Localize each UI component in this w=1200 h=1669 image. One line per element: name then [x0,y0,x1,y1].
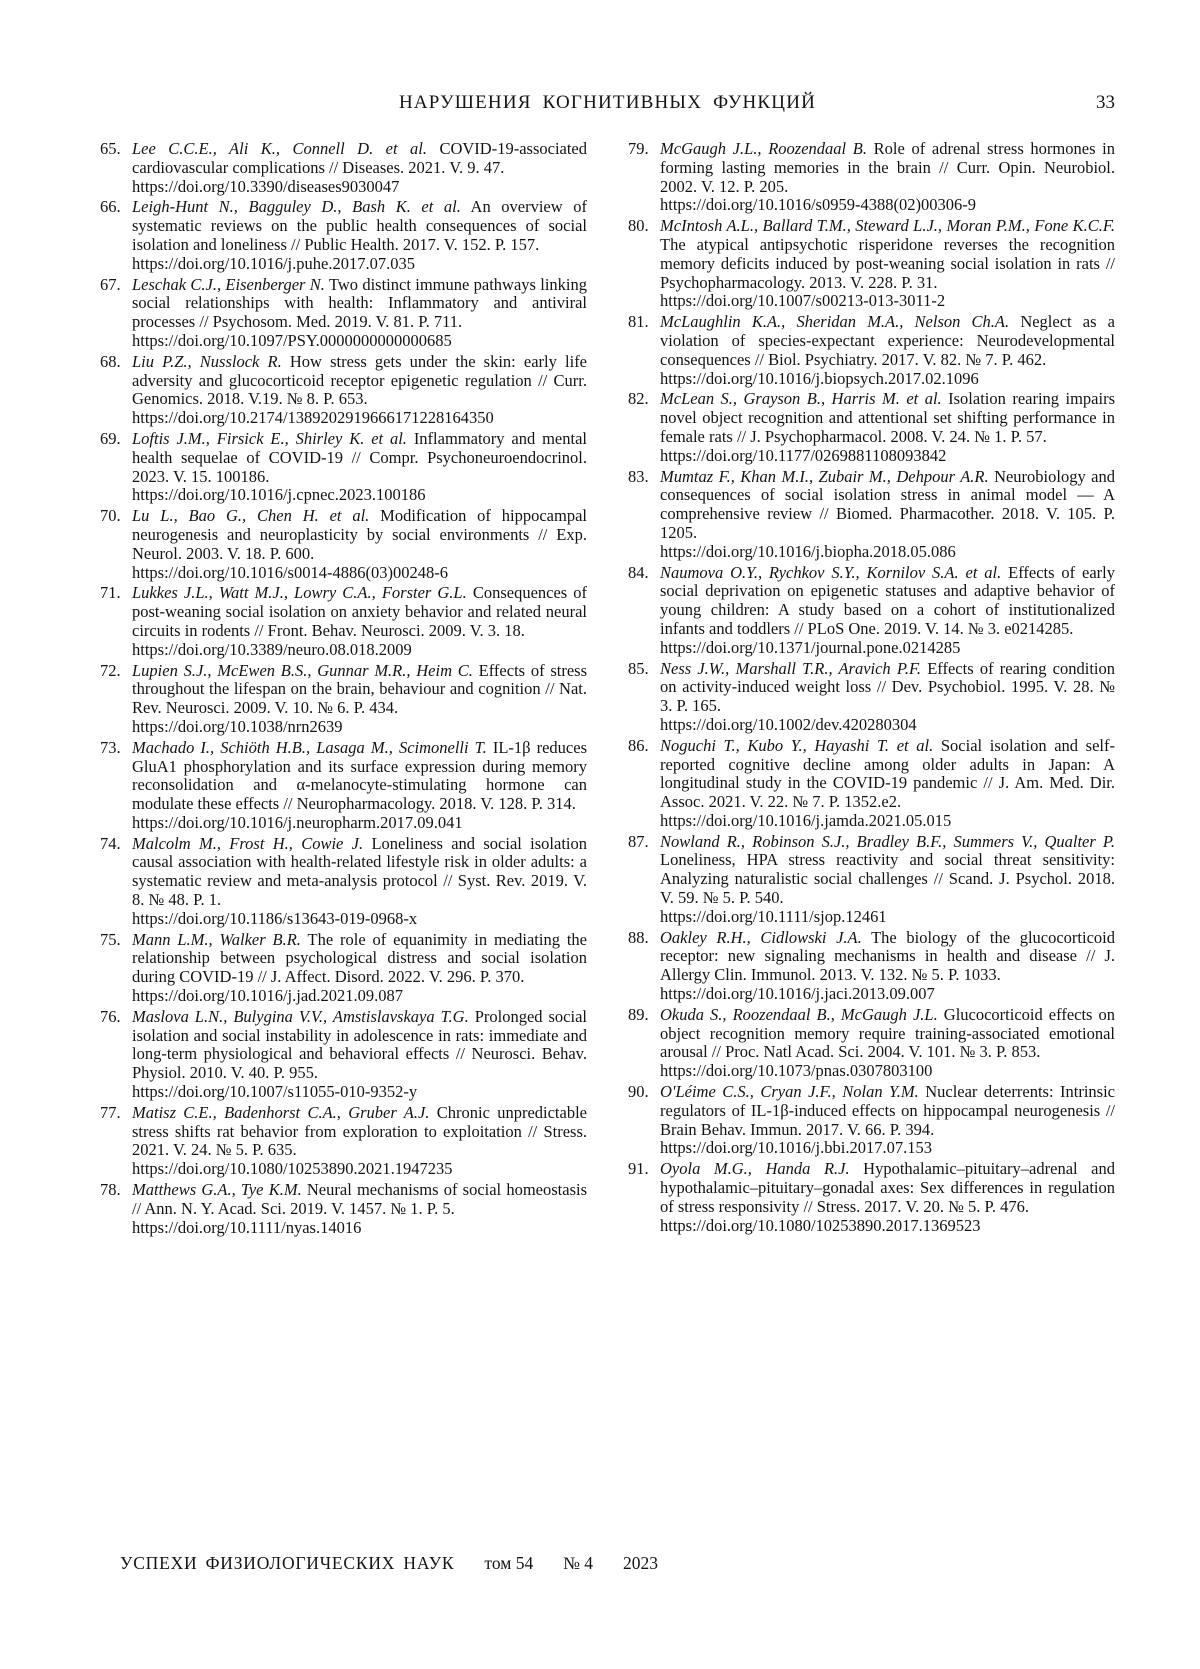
reference-title-source: COVID-19-associated cardiovascular complications // Diseases. 2021. V. 9. 47. [132,139,588,177]
doi-link[interactable]: https://doi.org/10.1080/10253890.2017.1369523 [660,1215,981,1235]
reference-title-source: How stress gets under the skin: early life adversity and glucocorticoid receptor epigenetic regulation // Curr. Genomics. 2018. V.19. № 8. P. 653. [132,351,588,409]
reference-authors: McLaughlin K.A., Sheridan M.A., Nelson Ch.A. [660,312,1010,332]
reference-body [132,353,587,428]
reference-authors: Mumtaz F., Khan M.I., Zubair M., Dehpour A.R. [660,466,989,486]
reference-item [628,390,1115,465]
reference-authors: Lu L., Bao G., Chen H. et al. [132,506,370,526]
reference-item [628,1160,1115,1235]
reference-title-source: Two distinct immune pathways linking social relationships with health: Inflammatory and antiviral processes // Psychosom. Med. 2019. V. 81. P. 711. [132,274,588,332]
reference-authors: Oyola M.G., Handa R.J. [660,1159,850,1179]
reference-body [660,737,1115,831]
reference-body [660,564,1115,658]
reference-authors: O'Léime C.S., Cryan J.F., Nolan Y.M. [660,1082,919,1102]
reference-body [132,1008,587,1102]
reference-body [660,1083,1115,1158]
reference-item [100,198,587,273]
reference-item [100,1008,587,1102]
reference-item [100,1104,587,1179]
reference-number: 77. [100,1102,121,1122]
footer-journal-title: УСПЕХИ ФИЗИОЛОГИЧЕСКИХ НАУК [120,1553,455,1573]
reference-number: 81. [628,312,649,332]
reference-title-source: The atypical antipsychotic risperidone reverses the recognition memory deficits induced by post-weaning social isolation in rats // Psychopharmacology. 2013. V. 228. P. 31. [660,234,1115,292]
reference-number: 73. [100,737,121,757]
doi-link[interactable]: https://doi.org/10.1186/s13643-019-0968-x [132,908,418,928]
doi-link[interactable]: https://doi.org/10.1016/j.jad.2021.09.087 [132,986,404,1006]
reference-item [100,507,587,582]
reference-authors: McGaugh J.L., Roozendaal B. [660,139,867,158]
reference-body [660,217,1115,311]
reference-body [132,1104,587,1179]
reference-authors: Naumova O.Y., Rychkov S.Y., Kornilov S.A. et al. [660,562,1002,582]
reference-item [628,564,1115,658]
reference-title-source: Hypothalamic–pituitary–adrenal and hypothalamic–pituitary–gonadal axes: Sex differences in regulation of stress responsivity // Stress. 2017. V. 20. № 5. P. 476. [660,1159,1115,1216]
reference-title-source: Nuclear deterrents: Intrinsic regulators of IL-1β-induced effects on hippocampal neurogenesis // Brain Behav. Immun. 2017. V. 66. P. 394. [660,1082,1116,1139]
doi-link[interactable]: https://doi.org/10.3390/diseases9030047 [132,176,400,196]
footer-year: 2023 [623,1553,659,1573]
reference-number: 68. [100,351,121,371]
doi-link[interactable]: https://doi.org/10.1111/nyas.14016 [132,1217,362,1237]
footer-issue: № 4 [563,1553,594,1573]
reference-item [100,739,587,833]
reference-authors: Leigh-Hunt N., Bagguley D., Bash K. et al. [132,197,461,217]
reference-title-source: Neural mechanisms of social homeostasis // Ann. N. Y. Acad. Sci. 2019. V. 1457. № 1. P. 5. [132,1180,587,1218]
reference-item [628,1006,1115,1081]
reference-authors: Okuda S., Roozendaal B., McGaugh J.L. [660,1004,938,1024]
reference-body [132,140,587,196]
reference-body [132,1181,587,1237]
running-head [100,92,1115,116]
reference-number: 71. [100,583,121,603]
reference-title-source: Modification of hippocampal neurogenesis and neuroplasticity by social environments // Exp. Neurol. 2003. V. 18. P. 600. [132,506,587,563]
reference-title-source: Loneliness and social isolation causal association with health-related lifestyle risk in older adults: a systematic review and meta-analysis protocol // Syst. Rev. 2019. V. 8. № 48. P. 1. [132,833,587,910]
reference-title-source: Glucocorticoid effects on object recognition memory require training-associated emotional arousal // Proc. Natl Acad. Sci. 2004. V. 101. № 3. P. 853. [660,1004,1116,1062]
reference-authors: Matisz C.E., Badenhorst C.A., Gruber A.J. [132,1102,430,1122]
reference-number: 67. [100,274,121,294]
reference-number: 74. [100,833,121,853]
doi-link[interactable]: https://doi.org/10.1016/j.puhe.2017.07.035 [132,253,415,273]
doi-link[interactable]: https://doi.org/10.1016/j.jamda.2021.05.015 [660,810,952,830]
reference-item [100,430,587,505]
reference-title-source: Isolation rearing impairs novel object recognition and attentional set shifting performance in female rats // J. Psychopharmacol. 2008. V. 24. № 1. P. 57. [660,389,1116,446]
reference-title-source: The biology of the glucocorticoid receptor: new signaling mechanisms in health and disease // J. Allergy Clin. Immunol. 2013. V. 132. № 5. P. 1033. [660,927,1115,985]
reference-title-source: Role of adrenal stress hormones in forming lasting memories in the brain // Curr. Opin. Neurobiol. 2002. V. 12. P. 205. [660,139,1115,196]
reference-title-source: Neurobiology and consequences of social isolation stress in animal model — A comprehensive review // Biomed. Pharmacother. 2018. V. 105. P. 1205. [660,466,1115,542]
reference-title-source: Consequences of post-weaning social isolation on anxiety behavior and related neural circuits in rodents // Front. Behav. Neurosci. 2009. V. 3. 18. [132,583,588,640]
reference-title-source: IL-1β reduces GluA1 phosphorylation and its surface expression during memory reconsolidation and α-melanocyte-stimulating hormone can modulate these effects // Neuropharmacology. 2018. V. 128. P. 314. [132,737,587,814]
reference-body [660,140,1115,215]
reference-number: 69. [100,428,121,448]
reference-authors: Maslova L.N., Bulygina V.V., Amstislavskaya T.G. [132,1006,469,1026]
doi-link[interactable]: https://doi.org/10.1016/j.biopsych.2017.02.1096 [660,368,979,388]
doi-link[interactable]: https://doi.org/10.2174/1389202919666171228164350 [132,408,494,428]
doi-link[interactable]: https://doi.org/10.1097/PSY.0000000000000685 [132,330,452,350]
reference-authors: Mann L.M., Walker B.R. [132,929,301,949]
journal-footer [120,1553,658,1574]
doi-link[interactable]: https://doi.org/10.1111/sjop.12461 [660,906,887,926]
doi-link[interactable]: https://doi.org/10.1016/s0014-4886(03)00248-6 [132,562,448,582]
doi-link[interactable]: https://doi.org/10.1002/dev.420280304 [660,714,917,734]
reference-body [132,584,587,659]
reference-authors: Lupien S.J., McEwen B.S., Gunnar M.R., Heim C. [132,660,473,680]
reference-number: 66. [100,197,121,217]
reference-item [628,929,1115,1004]
reference-authors: McIntosh A.L., Ballard T.M., Steward L.J., Moran P.M., Fone K.C.F. [660,216,1115,236]
reference-number: 85. [628,658,649,678]
reference-body [132,430,587,505]
doi-link[interactable]: https://doi.org/10.1016/s0959-4388(02)00306-9 [660,195,976,215]
reference-number: 84. [628,562,649,582]
reference-title-source: Prolonged social isolation and social instability in adolescence in rats: immediate and long-term physiological and behavioral effects // Neurosci. Behav. Physiol. 2010. V. 40. P. 955. [132,1006,587,1083]
reference-authors: Liu P.Z., Nusslock R. [132,351,282,371]
reference-body [132,739,587,833]
reference-authors: McLean S., Grayson B., Harris M. et al. [660,389,942,409]
reference-body [660,390,1115,465]
reference-title-source: Neglect as a violation of species-expectant experience: Neurodevelopmental consequences // Biol. Psychiatry. 2017. V. 82. № 7. P. 462. [660,312,1116,369]
doi-link[interactable]: https://doi.org/10.1007/s00213-013-3011-2 [660,291,946,311]
reference-number: 80. [628,216,649,236]
reference-body [132,276,587,351]
doi-link[interactable]: https://doi.org/10.1016/j.bbi.2017.07.153 [660,1138,932,1158]
reference-item [628,468,1115,562]
reference-body [132,835,587,929]
reference-item [628,737,1115,831]
reference-authors: Ness J.W., Marshall T.R., Aravich P.F. [660,658,922,678]
reference-number: 70. [100,506,121,526]
reference-title-source: Loneliness, HPA stress reactivity and social threat sensitivity: Analyzing naturalistic social challenges // Scand. J. Psychol. 2018. V. 59. № 5. P. 540. [660,850,1115,908]
reference-item [100,140,587,196]
reference-title-source: Effects of early social deprivation on epigenetic statuses and adaptive behavior of young children: A study based on a cohort of institutionalized infants and toddlers // PLoS One. 2019. V. 14. № 3. e0214285. [660,562,1115,638]
reference-title-source: An overview of systematic reviews on the public health consequences of social isolation and loneliness // Public Health. 2017. V. 152. P. 157. [132,197,587,254]
doi-link[interactable]: https://doi.org/10.1016/j.jaci.2013.09.007 [660,984,935,1004]
doi-link[interactable]: https://doi.org/10.3389/neuro.08.018.2009 [132,639,412,659]
reference-item [628,140,1115,215]
reference-authors: Lee C.C.E., Ali K., Connell D. et al. [132,139,427,158]
reference-number: 79. [628,139,649,158]
reference-item [628,833,1115,927]
reference-item [100,835,587,929]
reference-number: 90. [628,1082,649,1102]
reference-item [628,660,1115,735]
reference-authors: Malcolm M., Frost H., Cowie J. [132,833,364,853]
references-column-right [628,140,1115,1239]
reference-body [660,313,1115,388]
reference-body [660,1006,1115,1081]
reference-item [100,353,587,428]
reference-title-source: The role of equanimity in mediating the relationship between psychological distress and social isolation during COVID-19 // J. Affect. Disord. 2022. V. 296. P. 370. [132,929,587,987]
footer-volume: том 54 [484,1553,534,1573]
reference-number: 65. [100,139,121,158]
reference-authors: Noguchi T., Kubo Y., Hayashi T. et al. [660,735,934,755]
reference-body [660,929,1115,1004]
reference-body [660,833,1115,927]
doi-link[interactable]: https://doi.org/10.1016/j.neuropharm.2017.09.041 [132,812,463,832]
reference-authors: Nowland R., Robinson S.J., Bradley B.F., Summers V., Qualter P. [660,831,1115,851]
reference-item [100,584,587,659]
doi-link[interactable]: https://doi.org/10.1016/j.cpnec.2023.100186 [132,485,426,505]
reference-body [660,660,1115,735]
reference-item [100,1181,587,1237]
reference-number: 82. [628,389,649,409]
reference-authors: Oakley R.H., Cidlowski J.A. [660,927,862,947]
references-section [100,140,1115,1239]
reference-number: 75. [100,929,121,949]
reference-title-source: Inflammatory and mental health sequelae of COVID-19 // Compr. Psychoneuroendocrinol. 2023. V. 15. 100186. [132,428,587,486]
reference-title-source: Social isolation and self-reported cognitive decline among older adults in Japan: A longitudinal study in the COVID-19 pandemic // J. Am. Med. Dir. Assoc. 2021. V. 22. № 7. P. 1352.e2. [660,735,1115,812]
reference-item [628,217,1115,311]
reference-number: 86. [628,735,649,755]
reference-number: 91. [628,1159,649,1179]
reference-item [100,662,587,737]
doi-link[interactable]: https://doi.org/10.1016/j.biopha.2018.05.086 [660,541,956,561]
reference-body [132,662,587,737]
reference-body [132,198,587,273]
reference-number: 89. [628,1004,649,1024]
reference-title-source: Chronic unpredictable stress shifts rat behavior from exploration to exploitation // Stress. 2021. V. 24. № 5. P. 635. [132,1102,587,1160]
reference-authors: Leschak C.J., Eisenberger N. [132,274,325,294]
doi-link[interactable]: https://doi.org/10.1371/journal.pone.0214285 [660,637,961,657]
reference-authors: Machado I., Schiöth H.B., Lasaga M., Scimonelli T. [132,737,487,757]
page-number: 33 [1096,92,1115,113]
reference-title-source: Effects of rearing condition on activity-induced weight loss // Dev. Psychobiol. 1995. V. 28. № 3. P. 165. [660,658,1115,716]
reference-body [132,931,587,1006]
reference-number: 83. [628,466,649,486]
doi-link[interactable]: https://doi.org/10.1073/pnas.0307803100 [660,1061,933,1081]
reference-authors: Lukkes J.L., Watt M.J., Lowry C.A., Forster G.L. [132,583,467,603]
reference-number: 88. [628,927,649,947]
reference-authors: Loftis J.M., Firsick E., Shirley K. et al. [132,428,407,448]
doi-link[interactable]: https://doi.org/10.1038/nrn2639 [132,716,343,736]
reference-title-source: Effects of stress throughout the lifespan on the brain, behaviour and cognition // Nat. Rev. Neurosci. 2009. V. 10. № 6. P. 434. [132,660,587,718]
reference-item [628,1083,1115,1158]
doi-link[interactable]: https://doi.org/10.1080/10253890.2021.1947235 [132,1159,453,1179]
reference-item [628,313,1115,388]
references-column-left [100,140,587,1239]
reference-item [100,931,587,1006]
reference-body [660,1160,1115,1235]
reference-number: 76. [100,1006,121,1026]
doi-link[interactable]: https://doi.org/10.1007/s11055-010-9352-y [132,1082,418,1102]
reference-number: 72. [100,660,121,680]
running-title: НАРУШЕНИЯ КОГНИТИВНЫХ ФУНКЦИЙ [398,92,817,113]
reference-body [132,507,587,582]
doi-link[interactable]: https://doi.org/10.1177/0269881108093842 [660,445,947,465]
reference-item [100,276,587,351]
reference-authors: Matthews G.A., Tye K.M. [132,1180,302,1200]
reference-number: 78. [100,1180,121,1200]
reference-body [660,468,1115,562]
reference-number: 87. [628,831,649,851]
